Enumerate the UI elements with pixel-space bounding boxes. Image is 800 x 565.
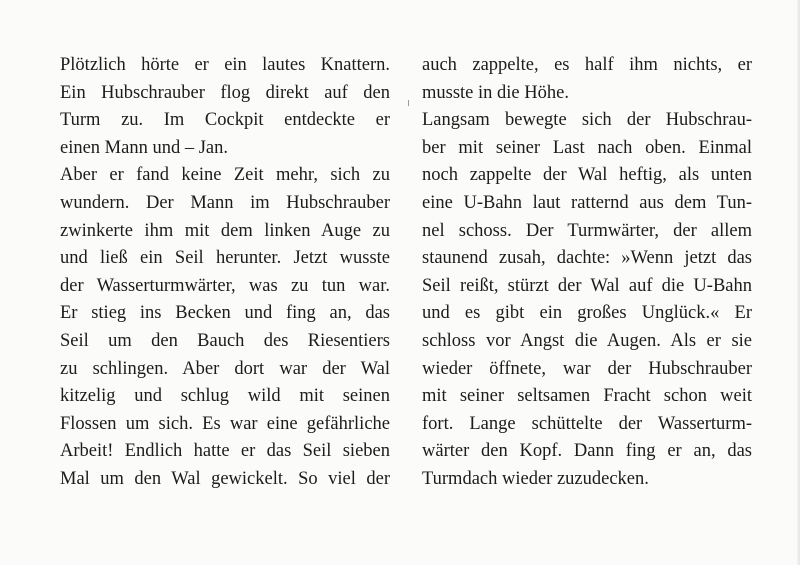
text-line: der Wasserturmwärter, was zu tun war.	[60, 275, 390, 296]
text-line: staunend zusah, dachte: »Wenn jetzt das	[422, 248, 752, 269]
text-line: Turmdach wieder zuzudecken.	[422, 468, 649, 489]
text-line: fort. Lange schüttelte der Wasserturm-	[422, 413, 752, 434]
text-line: Seil um den Bauch des Riesentiers	[60, 330, 390, 351]
print-mark	[408, 100, 409, 106]
right-text-column	[422, 52, 752, 494]
text-line: nel schoss. Der Turmwärter, der allem	[422, 220, 752, 241]
text-line: Er stieg ins Becken und fing an, das	[60, 303, 390, 324]
text-line: wärter den Kopf. Dann fing er an, das	[422, 441, 752, 462]
text-line: zwinkerte ihm mit dem linken Auge zu	[60, 220, 390, 241]
text-line: auch zappelte, es half ihm nichts, er	[422, 55, 752, 75]
text-line: Turm zu. Im Cockpit entdeckte er	[60, 110, 390, 131]
text-line: Aber er fand keine Zeit mehr, sich zu	[60, 165, 390, 186]
text-line: Mal um den Wal gewickelt. So viel der	[60, 468, 390, 489]
text-line: Arbeit! Endlich hatte er das Seil sieben	[60, 441, 390, 462]
text-line: Ein Hubschrauber flog direkt auf den	[60, 82, 390, 103]
text-line: und es gibt ein großes Unglück.« Er	[422, 303, 752, 324]
text-line: musste in die Höhe.	[422, 82, 569, 103]
text-line: schloss vor Angst die Augen. Als er sie	[422, 330, 752, 351]
text-line: zu schlingen. Aber dort war der Wal	[60, 358, 390, 379]
text-line: kitzelig und schlug wild mit seinen	[60, 386, 390, 407]
text-line: einen Mann und – Jan.	[60, 137, 229, 158]
left-text-column	[60, 52, 390, 494]
text-line: Plötzlich hörte er ein lautes Knattern.	[60, 55, 390, 75]
text-line: ber mit seiner Last nach oben. Einmal	[422, 137, 752, 158]
text-line: noch zappelte der Wal heftig, als unten	[422, 165, 752, 186]
text-line: und ließ ein Seil herunter. Jetzt wusste	[60, 248, 390, 269]
text-line: wieder öffnete, war der Hubschrauber	[422, 358, 752, 379]
text-line: Seil reißt, stürzt der Wal auf die U-Bahn	[422, 275, 752, 296]
text-line: eine U-Bahn laut ratternd aus dem Tun-	[422, 192, 752, 213]
text-line: Flossen um sich. Es war eine gefährliche	[60, 413, 390, 434]
text-line: wundern. Der Mann im Hubschrauber	[60, 192, 390, 213]
text-line: mit seiner seltsamen Fracht schon weit	[422, 386, 752, 407]
text-line: Langsam bewegte sich der Hubschrau-	[422, 110, 752, 131]
